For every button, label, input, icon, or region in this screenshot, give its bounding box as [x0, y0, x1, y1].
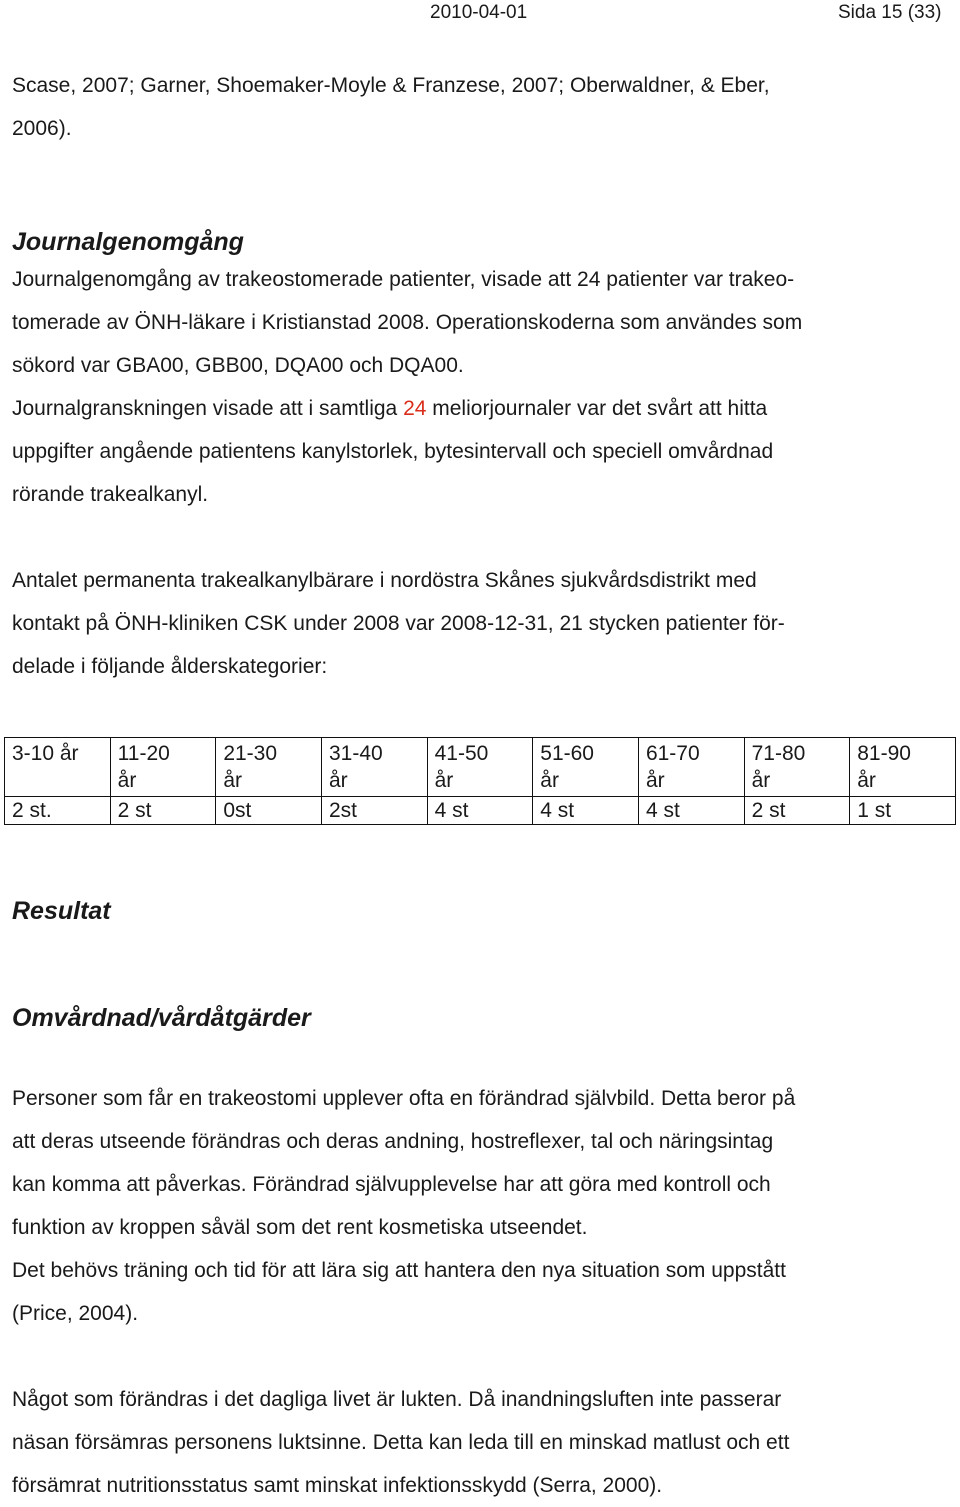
table-cell: 2 st — [744, 797, 850, 825]
table-row-age-ranges — [5, 738, 956, 797]
table-cell: 0st — [216, 797, 322, 825]
text-line: Journalgenomgång av trakeostomerade patienter, visade att 24 patienter var trakeo- — [12, 268, 795, 291]
text-line: Något som förändras i det dagliga livet är lukten. Då inandningsluften inte passerar — [12, 1388, 782, 1411]
count-paragraph — [12, 559, 785, 688]
table-cell: 2st — [321, 797, 427, 825]
table-cell: 2 st — [110, 797, 216, 825]
table-cell: 41-50 år — [427, 738, 533, 797]
age-category-table — [4, 737, 956, 825]
header-page-number: Sida 15 (33) — [838, 2, 942, 23]
text-line: att deras utseende förändras och deras andning, hostreflexer, tal och näringsintag — [12, 1130, 774, 1153]
section-heading-journalgenomgang: Journalgenomgång — [12, 228, 244, 256]
text-fragment: Journalgranskningen visade att i samtliga — [12, 397, 404, 420]
results-paragraph-2 — [12, 1378, 789, 1507]
journal-paragraph — [12, 258, 802, 516]
text-line: Scase, 2007; Garner, Shoemaker-Moyle & Franzese, 2007; Oberwaldner, & Eber, — [12, 74, 770, 97]
text-line: Personer som får en trakeostomi upplever ofta en förändrad självbild. Detta beror på — [12, 1087, 796, 1110]
table-cell: 3-10 år — [5, 738, 111, 797]
section-heading-resultat: Resultat — [12, 897, 111, 925]
table-cell: 11-20 år — [110, 738, 216, 797]
table-cell: 31-40 år — [321, 738, 427, 797]
intro-paragraph — [12, 64, 770, 150]
table-cell: 4 st — [427, 797, 533, 825]
text-line: näsan försämras personens luktsinne. Detta kan leda till en minskad matlust och ett — [12, 1431, 790, 1454]
text-line: 2006). — [12, 117, 72, 140]
text-line: kan komma att påverkas. Förändrad självupplevelse har att göra med kontroll och — [12, 1173, 771, 1196]
table-row-counts — [5, 797, 956, 825]
text-line: delade i följande ålderskategorier: — [12, 655, 328, 678]
table-cell: 4 st — [533, 797, 639, 825]
section-heading-omvardnad: Omvårdnad/vårdåtgärder — [12, 1004, 311, 1032]
text-line: (Price, 2004). — [12, 1302, 139, 1325]
table-cell: 71-80 år — [744, 738, 850, 797]
text-line: tomerade av ÖNH-läkare i Kristianstad 2008. Operationskoderna som användes som — [12, 311, 803, 334]
text-line — [12, 387, 802, 430]
results-paragraph-1 — [12, 1077, 795, 1335]
table-cell: 1 st — [850, 797, 956, 825]
text-line: rörande trakealkanyl. — [12, 483, 209, 506]
table-cell: 51-60 år — [533, 738, 639, 797]
header-date: 2010-04-01 — [430, 2, 528, 23]
text-line: Antalet permanenta trakealkanylbärare i nordöstra Skånes sjukvårdsdistrikt med — [12, 569, 757, 592]
table-cell: 4 st — [638, 797, 744, 825]
highlighted-number: 24 — [403, 397, 427, 420]
text-line: Det behövs träning och tid för att lära sig att hantera den nya situation som uppstått — [12, 1259, 786, 1282]
text-line: funktion av kroppen såväl som det rent kosmetiska utseendet. — [12, 1216, 588, 1239]
text-line: uppgifter angående patientens kanylstorlek, bytesintervall och speciell omvårdnad — [12, 440, 774, 463]
table-cell: 2 st. — [5, 797, 111, 825]
text-line: sökord var GBA00, GBB00, DQA00 och DQA00. — [12, 354, 464, 377]
text-line: försämrat nutritionsstatus samt minskat infektionsskydd (Serra, 2000). — [12, 1474, 663, 1497]
table-cell: 81-90 år — [850, 738, 956, 797]
text-fragment: meliorjournaler var det svårt att hitta — [426, 397, 768, 420]
table-cell: 21-30 år — [216, 738, 322, 797]
text-line: kontakt på ÖNH-kliniken CSK under 2008 var 2008-12-31, 21 stycken patienter för- — [12, 612, 785, 635]
table-cell: 61-70 år — [638, 738, 744, 797]
